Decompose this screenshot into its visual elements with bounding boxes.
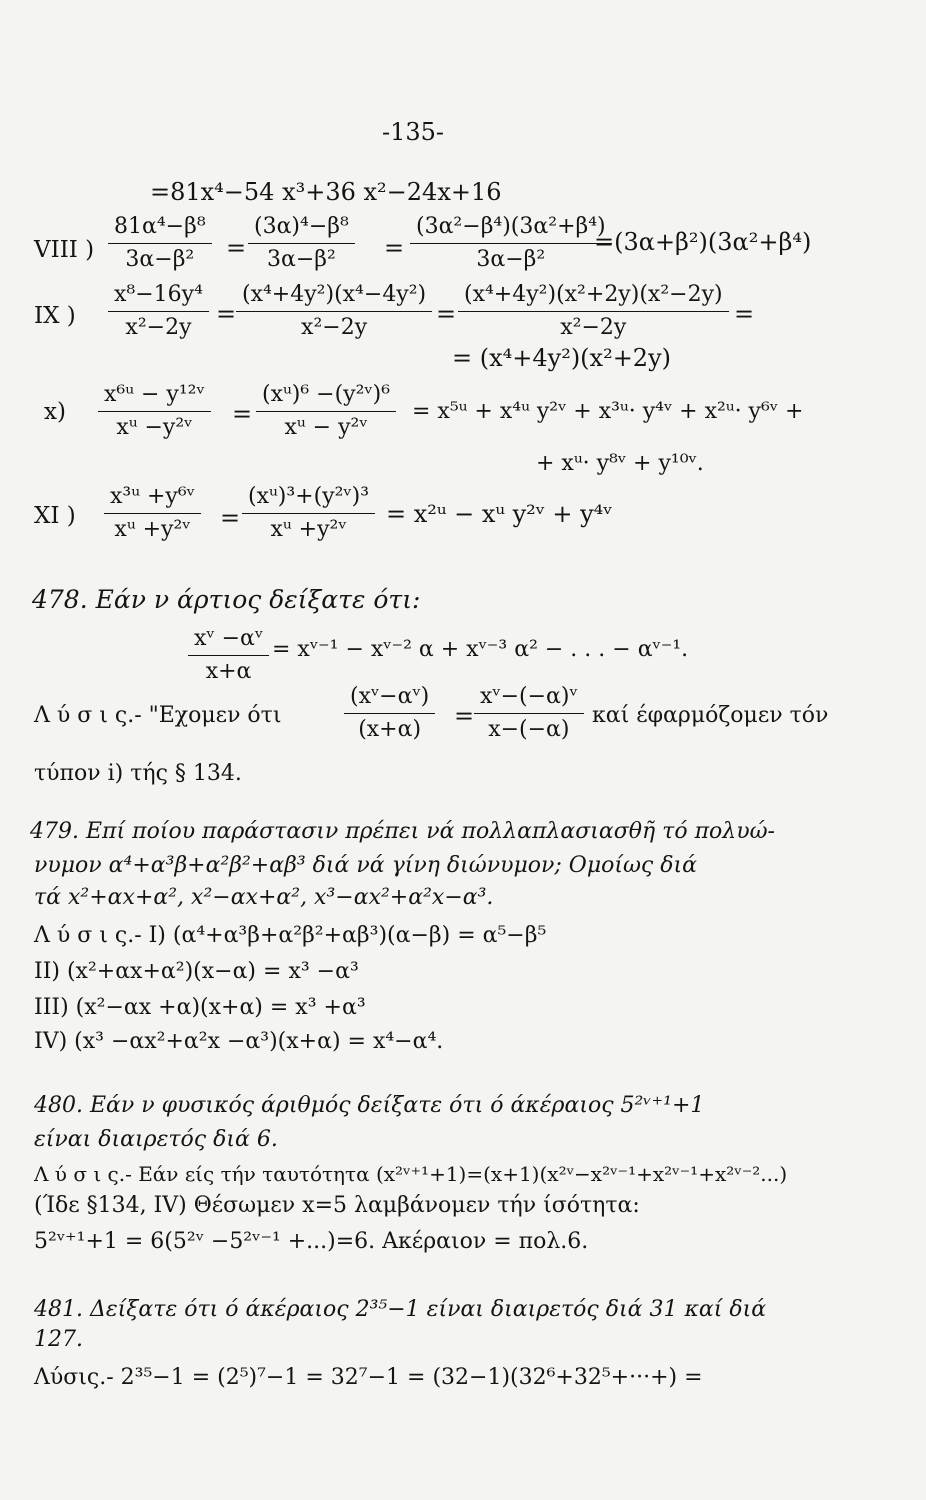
problem-481-line2: 127. bbox=[34, 1327, 83, 1352]
numerator: (xᵘ)³+(y²ᵛ)³ bbox=[242, 484, 375, 514]
equals-sign: = bbox=[436, 300, 457, 328]
denominator: xᵘ − y²ᵛ bbox=[284, 415, 368, 440]
numerator: xᵛ−(−α)ᵛ bbox=[474, 684, 584, 714]
numerator: (xᵛ−αᵛ) bbox=[344, 684, 435, 714]
denominator: 3α−β² bbox=[476, 247, 546, 272]
numerator: (xᵘ)⁶ −(y²ᵛ)⁶ bbox=[256, 382, 396, 412]
problem-479-line2: νυμον α⁴+α³β+α²β²+αβ³ διά νά γίνη διώνυμον; Ομοίως διά bbox=[34, 853, 697, 878]
fraction-ix-3 bbox=[458, 282, 729, 341]
denominator: x²−2y bbox=[560, 315, 627, 340]
result-viii: =(3α+β²)(3α²+β⁴) bbox=[594, 228, 812, 256]
numerator: (x⁴+4y²)(x⁴−4y²) bbox=[236, 282, 432, 312]
fraction-ix-2 bbox=[236, 282, 432, 341]
denominator: x−(−α) bbox=[488, 717, 570, 742]
denominator: xᵘ +y²ᵛ bbox=[270, 517, 347, 542]
solution-480-line2: (Ίδε §134, IV) Θέσωμεν x=5 λαμβάνομεν τήν ίσότητα: bbox=[34, 1193, 640, 1218]
numerator: (x⁴+4y²)(x²+2y)(x²−2y) bbox=[458, 282, 729, 312]
denominator: (x+α) bbox=[358, 717, 422, 742]
problem-480-line1: 480. Εάν ν φυσικός άριθμός δείξατε ότι ό άκέραιος 5²ᵛ⁺¹+1 bbox=[34, 1093, 705, 1118]
fraction-ix-1 bbox=[108, 282, 209, 341]
item-label-ix: IX ) bbox=[34, 303, 76, 329]
fraction-478-sol-2 bbox=[474, 684, 584, 743]
denominator: x+α bbox=[205, 659, 252, 684]
numerator: (3α)⁴−β⁸ bbox=[248, 214, 355, 244]
solution-481-line1: Λύσις.- 2³⁵−1 = (2⁵)⁷−1 = 32⁷−1 = (32−1)(32⁶+32⁵+···+) = bbox=[34, 1365, 703, 1390]
numerator: x³ᵘ +y⁶ᵛ bbox=[104, 484, 201, 514]
solution-479-ii: II) (x²+αx+α²)(x−α) = x³ −α³ bbox=[34, 959, 359, 984]
item-label-xi: XI ) bbox=[34, 503, 76, 529]
numerator: xᵛ −αᵛ bbox=[188, 626, 269, 656]
problem-481-line1: 481. Δείξατε ότι ό άκέραιος 2³⁵−1 είναι διαιρετός διά 31 καί διά bbox=[34, 1297, 767, 1322]
problem-478-statement: 478. Εάν ν άρτιος δείξατε ότι: bbox=[32, 585, 421, 614]
fraction-x-2 bbox=[256, 382, 396, 441]
numerator: x⁸−16y⁴ bbox=[108, 282, 209, 312]
result-x-line1: = x⁵ᵘ + x⁴ᵘ y²ᵛ + x³ᵘ· y⁴ᵛ + x²ᵘ· y⁶ᵛ + bbox=[412, 399, 804, 424]
denominator: x²−2y bbox=[125, 315, 192, 340]
numerator: 81α⁴−β⁸ bbox=[108, 214, 212, 244]
fraction-478-sol-1 bbox=[344, 684, 435, 743]
denominator: xᵘ +y²ᵛ bbox=[114, 517, 191, 542]
formula-478-rhs: = xᵛ⁻¹ − xᵛ⁻² α + xᵛ⁻³ α² − . . . − αᵛ⁻¹. bbox=[272, 637, 689, 662]
fraction-viii-2 bbox=[248, 214, 355, 273]
equals-sign: = bbox=[226, 234, 247, 262]
equals-sign: = bbox=[232, 400, 253, 428]
result-ix: = (x⁴+4y²)(x²+2y) bbox=[452, 344, 671, 372]
solution-478-suffix: καί έφαρμόζομεν τόν bbox=[592, 703, 829, 728]
item-label-viii: VIII ) bbox=[34, 237, 95, 263]
fraction-viii-3 bbox=[410, 214, 612, 273]
expansion-result: =81x⁴−54 x³+36 x²−24x+16 bbox=[150, 178, 502, 206]
solution-479-i: Λ ύ σ ι ς.- I) (α⁴+α³β+α²β²+αβ³)(α−β) = α⁵−β⁵ bbox=[34, 923, 547, 948]
equals-sign: = bbox=[216, 300, 237, 328]
problem-480-line2: είναι διαιρετός διά 6. bbox=[34, 1127, 278, 1152]
fraction-478 bbox=[188, 626, 269, 685]
page-number: -135- bbox=[382, 118, 445, 146]
solution-479-iv: IV) (x³ −αx²+α²x −α³)(x+α) = x⁴−α⁴. bbox=[34, 1029, 444, 1054]
equals-sign: = bbox=[734, 300, 755, 328]
denominator: xᵘ −y²ᵛ bbox=[116, 415, 193, 440]
result-x-line2: + xᵘ· y⁸ᵛ + y¹⁰ᵛ. bbox=[536, 451, 704, 476]
denominator: x²−2y bbox=[301, 315, 368, 340]
fraction-xi-1 bbox=[104, 484, 201, 543]
denominator: 3α−β² bbox=[266, 247, 336, 272]
solution-478-line2: τύπον i) τής § 134. bbox=[34, 761, 242, 786]
item-label-x: x) bbox=[44, 399, 66, 425]
solution-478-prefix: Λ ύ σ ι ς.- "Εχομεν ότι bbox=[34, 703, 282, 728]
problem-479-line3: τά x²+αx+α², x²−αx+α², x³−αx²+α²x−α³. bbox=[34, 885, 494, 910]
numerator: (3α²−β⁴)(3α²+β⁴) bbox=[410, 214, 612, 244]
result-xi: = x²ᵘ − xᵘ y²ᵛ + y⁴ᵛ bbox=[386, 500, 613, 528]
numerator: x⁶ᵘ − y¹²ᵛ bbox=[98, 382, 211, 412]
equals-sign: = bbox=[220, 504, 241, 532]
solution-480-line1: Λ ύ σ ι ς.- Εάν είς τήν ταυτότητα (x²ᵛ⁺¹+1)=(x+1)(x²ᵛ−x²ᵛ⁻¹+x²ᵛ⁻¹+x²ᵛ⁻²...) bbox=[34, 1162, 788, 1186]
solution-480-line3: 5²ᵛ⁺¹+1 = 6(5²ᵛ −5²ᵛ⁻¹ +...)=6. Ακέραιον = πολ.6. bbox=[34, 1229, 589, 1254]
denominator: 3α−β² bbox=[125, 247, 195, 272]
equals-sign: = bbox=[454, 702, 475, 730]
fraction-x-1 bbox=[98, 382, 211, 441]
solution-479-iii: III) (x²−αx +α)(x+α) = x³ +α³ bbox=[34, 995, 366, 1020]
fraction-viii-1 bbox=[108, 214, 212, 273]
problem-479-line1: 479. Επί ποίου παράστασιν πρέπει νά πολλαπλασιασθῆ τό πολυώ- bbox=[30, 819, 775, 844]
fraction-xi-2 bbox=[242, 484, 375, 543]
equals-sign: = bbox=[384, 234, 405, 262]
